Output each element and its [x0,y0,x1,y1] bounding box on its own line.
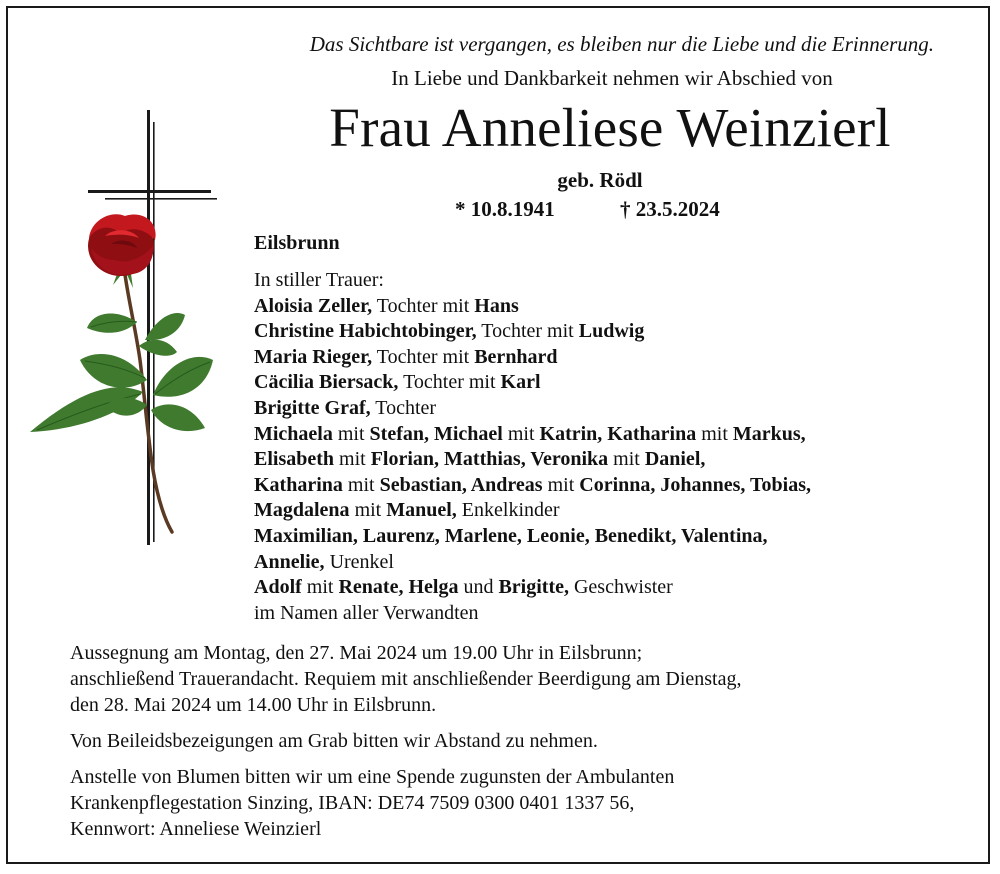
mourner-name: Maria Rieger, [254,345,373,368]
mourner-name: Adolf [254,576,302,599]
mourner-relation: mit [332,422,370,445]
mourner-line [254,550,954,576]
donation-line: Krankenpflegestation Sinzing, IBAN: DE74 7509 0300 0401 1337 56, [70,792,635,814]
mourner-line [254,498,954,524]
funeral-line: anschließend Trauerandacht. Requiem mit anschließender Beerdigung am Dienstag, [70,668,742,690]
mourner-name: Magdalena [254,499,350,522]
mourner-name: Brigitte Graf, [254,396,371,419]
mourner-line [254,575,954,601]
motto: Das Sichtbare ist vergangen, es bleiben nur die Liebe und die Erinnerung. [309,32,934,56]
mourner-name: Daniel, [644,448,706,471]
mourner-name: Brigitte, [498,576,569,599]
mourner-name: Corinna, Johannes, Tobias, [579,473,812,496]
mourner-line [254,370,954,396]
mourner-relation: mit [334,448,371,471]
mourner-name: Bernhard [474,345,558,368]
mourner-relation: und [458,576,499,599]
mourner-line [254,319,954,345]
mourner-line [254,396,954,422]
intro-line: In Liebe und Dankbarkeit nehmen wir Abschied von [391,66,833,90]
condolence-note: Von Beileidsbezeigungen am Grab bitten wir Abstand zu nehmen. [70,730,598,752]
mourner-relation: Enkelkinder [456,499,560,522]
mourner-name: Markus, [732,422,806,445]
birth-name: geb. Rödl [557,168,643,192]
mourner-name: Katrin, Katharina [539,422,697,445]
donation-line: Anstelle von Blumen bitten wir um eine Spende zugunsten der Ambulanten [70,766,675,788]
deceased-name: Frau Anneliese Weinzierl [329,97,891,158]
mourner-relation: Tochter mit [372,294,475,317]
mourner-relation: Tochter mit [476,320,579,343]
mourner-relation: mit [301,576,339,599]
mourner-name: Elisabeth [254,448,335,471]
death-date: † 23.5.2024 [620,197,720,221]
mourner-name: Aloisia Zeller, [254,294,373,317]
mourner-line [254,601,954,627]
mourner-relation: mit [349,499,387,522]
mourner-name: Ludwig [578,320,645,343]
mourner-line [254,447,954,473]
funeral-info [70,640,950,718]
mourner-name: Katharina [254,473,343,496]
mourner-name: Cäcilia Biersack, [254,371,399,394]
mourner-relation: mit [342,473,380,496]
mourner-relation: Tochter mit [398,371,501,394]
mourner-line [254,473,954,499]
mourner-relation: Tochter mit [372,345,475,368]
mourners-heading: In stiller Trauer: [254,269,384,291]
mourner-name: Stefan, Michael [369,422,503,445]
funeral-line: den 28. Mai 2024 um 14.00 Uhr in Eilsbrunn. [70,694,437,716]
mourner-name: Christine Habichtobinger, [254,320,477,343]
mourner-name: Hans [474,294,519,317]
birth-date: * 10.8.1941 [455,197,555,221]
mourner-line [254,345,954,371]
mourner-relation: mit [502,422,540,445]
donation-info [70,764,950,842]
mourner-name: Renate, Helga [338,576,459,599]
mourner-name: Annelie, [254,550,325,573]
mourner-relation: Geschwister [568,576,673,599]
donation-line: Kennwort: Anneliese Weinzierl [70,818,322,840]
mourner-relation: Urenkel [324,550,394,573]
mourner-name: Karl [500,371,541,394]
mourner-line [254,524,954,550]
mourner-name: Manuel, [386,499,457,522]
mourner-relation: mit [608,448,645,471]
mourner-name: Florian, Matthias, Veronika [370,448,609,471]
mourner-lines [254,294,954,627]
cross-rose-icon [25,110,225,550]
mourner-relation: Tochter [370,396,437,419]
mourner-relation: im Namen aller Verwandten [254,601,479,624]
mourner-line [254,294,954,320]
mourner-name: Maximilian, Laurenz, Marlene, Leonie, Benedikt, Valentina, [254,524,768,547]
mourner-relation: mit [542,473,580,496]
mourner-name: Sebastian, Andreas [379,473,543,496]
mourner-line [254,422,954,448]
mourners-list [254,268,954,626]
mourner-name: Michaela [254,422,333,445]
mourner-relation: mit [696,422,733,445]
funeral-line: Aussegnung am Montag, den 27. Mai 2024 um 19.00 Uhr in Eilsbrunn; [70,642,643,664]
place: Eilsbrunn [254,232,340,254]
